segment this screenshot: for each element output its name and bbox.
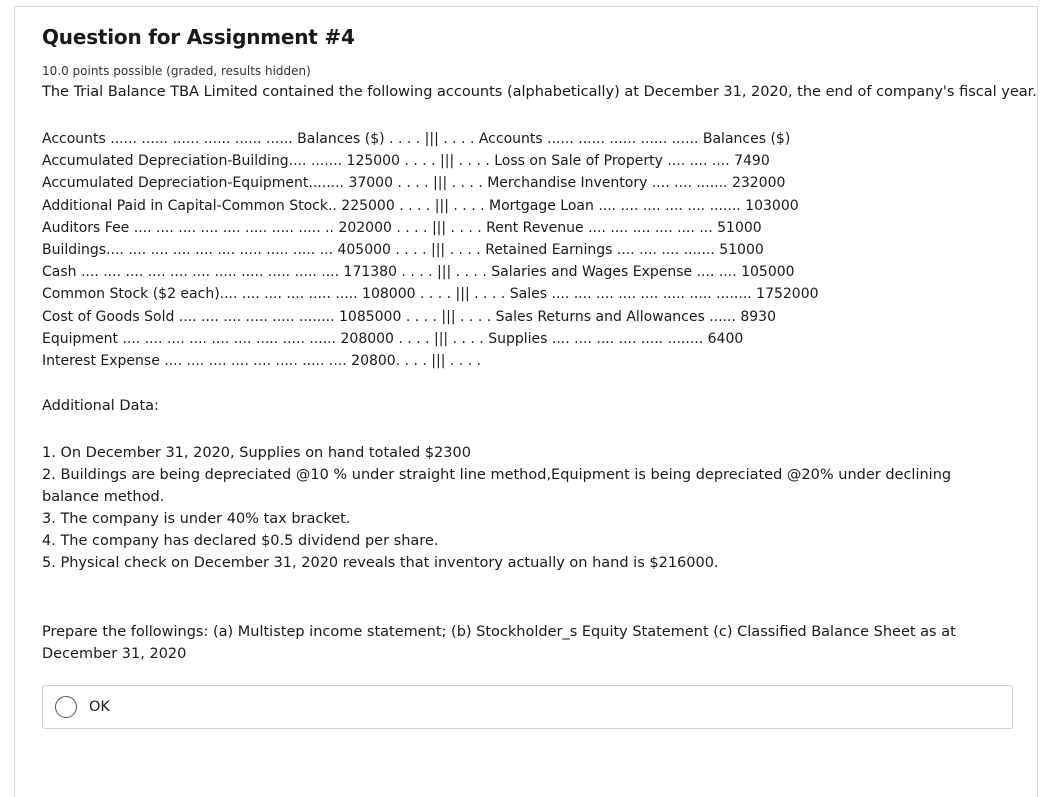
ledger-row: Interest Expense .... .... .... .... .... ..... ..... .... 20800. . . . ||| . . . . xyxy=(42,352,482,369)
ledger-row: Accumulated Depreciation-Equipment........ 37000 . . . . ||| . . . . Merchandise Inventory .... .... ....... 232000 xyxy=(42,175,786,192)
ledger-row: Auditors Fee .... .... .... .... .... ..... ..... ..... .. 202000 . . . . ||| . . . . Rent Revenue .... .... .... .... .... ... 51000 xyxy=(42,219,762,236)
note-item: 2. Buildings are being depreciated @10 % under straight line method,Equipment is being depreciated @20% under declining balance method. xyxy=(42,467,952,505)
ledger-row: Accumulated Depreciation-Building.... ....... 125000 . . . . ||| . . . . Loss on Sale of Property .... .... .... 7490 xyxy=(42,153,770,170)
radio-button[interactable] xyxy=(55,696,77,718)
question-panel xyxy=(14,6,1038,797)
question-intro: The Trial Balance TBA Limited contained the following accounts (alphabetically) at December 31, 2020, the end of company's fiscal year. xyxy=(42,84,1037,100)
note-item: 3. The company is under 40% tax bracket. xyxy=(42,511,351,527)
additional-data-label: Additional Data: xyxy=(42,398,159,414)
ledger-row: Cash .... .... .... .... .... .... ..... ..... ..... ..... .... 171380 . . . . ||| . . . . Salaries and Wages Expense .... .... 105000 xyxy=(42,264,795,281)
additional-data-list xyxy=(42,442,1002,574)
ledger-row: Common Stock ($2 each).... .... .... .... ..... ..... 108000 . . . . ||| . . . . Sales .... .... .... .... .... ..... ..... ........ 1752000 xyxy=(42,286,819,303)
points-info: 10.0 points possible (graded, results hidden) xyxy=(42,64,311,78)
trial-balance xyxy=(42,128,819,372)
note-item: 4. The company has declared $0.5 dividend per share. xyxy=(42,533,439,549)
ledger-row: Cost of Goods Sold .... .... .... ..... ..... ........ 1085000 . . . . ||| . . . . Sales Returns and Allowances ...... 8930 xyxy=(42,308,776,325)
note-item: 1. On December 31, 2020, Supplies on hand totaled $2300 xyxy=(42,445,471,461)
ledger-header: Accounts ...... ...... ...... ...... ...... ...... Balances ($) . . . . ||| . . . . Accounts ...... ...... ...... ...... ...... Balances ($) xyxy=(42,131,791,147)
ledger-row: Equipment .... .... .... .... .... .... ..... ..... ...... 208000 . . . . ||| . . . . Supplies .... .... .... .... ..... ........ 6400 xyxy=(42,330,744,347)
question-title: Question for Assignment #4 xyxy=(42,25,355,49)
prepare-instructions: Prepare the followings: (a) Multistep income statement; (b) Stockholder_s Equity Statement (c) Classified Balance Sheet as at December 31, 2020 xyxy=(42,624,956,662)
answer-option-label: OK xyxy=(89,699,110,715)
note-item: 5. Physical check on December 31, 2020 reveals that inventory actually on hand is $216000. xyxy=(42,555,719,571)
ledger-row: Buildings.... .... .... .... .... .... ..... ..... ..... ... 405000 . . . . ||| . . . . Retained Earnings .... .... .... ....... 51000 xyxy=(42,241,764,258)
answer-option-ok[interactable] xyxy=(42,685,1013,729)
ledger-row: Additional Paid in Capital-Common Stock.. 225000 . . . . ||| . . . . Mortgage Loan .... .... .... .... .... ....... 103000 xyxy=(42,197,799,214)
